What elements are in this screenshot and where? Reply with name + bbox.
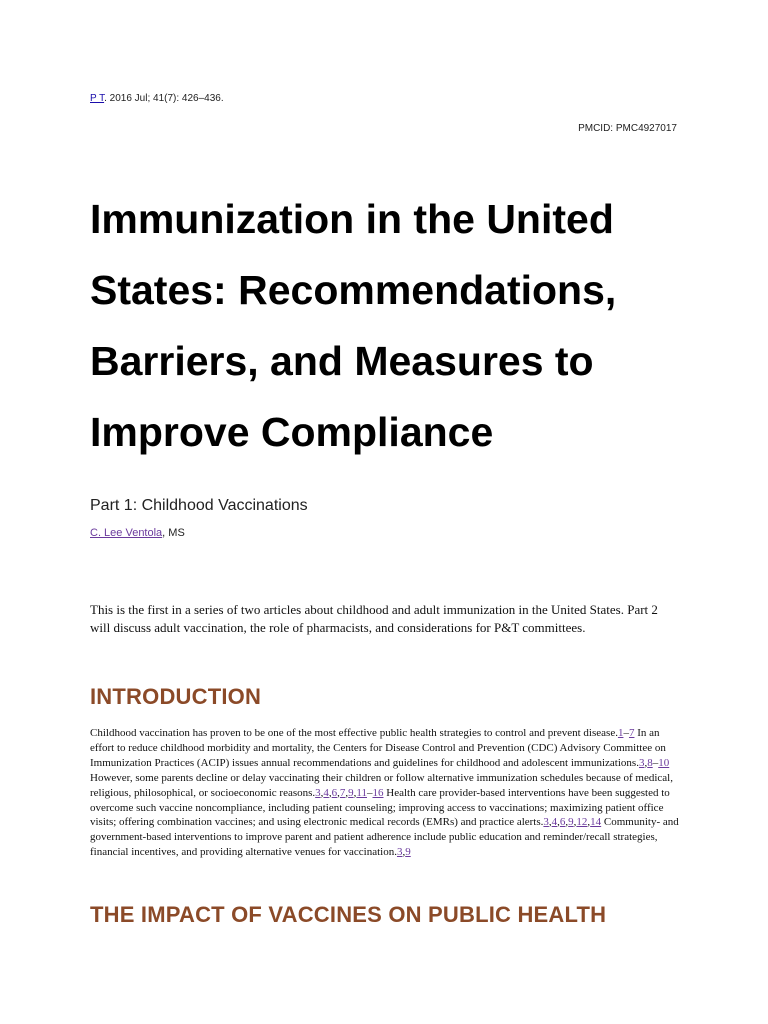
reference-link[interactable]: 4 <box>551 816 558 829</box>
paragraph-text: , <box>353 786 357 799</box>
section-heading-impact: THE IMPACT OF VACCINES ON PUBLIC HEALTH <box>90 902 607 927</box>
paragraph-text: , <box>557 816 560 829</box>
reference-link[interactable]: 11 <box>356 786 367 799</box>
introduction-paragraph <box>90 726 680 860</box>
paragraph-text: – <box>367 786 373 799</box>
paragraph-text: Community- and government-based interventions to improve parent and patient adherence include public education and reminder/recall strategies, financial incentives, and providing alternative venues for vaccination. <box>90 816 679 859</box>
paragraph-text: , <box>573 816 577 829</box>
section-heading-introduction: INTRODUCTION <box>90 684 262 709</box>
paragraph-text: , <box>565 816 569 829</box>
paragraph-text: – <box>652 756 659 769</box>
reference-link[interactable]: 6 <box>331 786 338 799</box>
author-link[interactable]: C. Lee Ventola <box>90 527 163 539</box>
paragraph-text: , <box>587 816 591 829</box>
author-line <box>90 527 185 539</box>
paragraph-text: Childhood vaccination has proven to be one of the most effective public health strategies to control and prevent disease. <box>90 727 618 739</box>
paragraph-text: , <box>345 786 349 799</box>
reference-link[interactable]: 3 <box>396 846 403 859</box>
reference-link[interactable]: 3 <box>543 816 549 829</box>
citation-details: . 2016 Jul; 41(7): 426–436. <box>104 93 224 104</box>
paragraph-text: , <box>548 816 552 829</box>
reference-link[interactable]: 6 <box>559 816 566 829</box>
author-credentials: , MS <box>162 527 185 539</box>
paragraph-text: However, some parents decline or delay vaccinating their children or follow alternative immunization schedules because of medical, religious, philosophical, or socioeconomic reasons. <box>90 771 673 799</box>
reference-link[interactable]: 16 <box>372 786 384 799</box>
paragraph-text: , <box>402 846 406 859</box>
series-note: This is the first in a series of two articles about childhood and adult immunization in the United States. Part 2 will discuss adult vaccination, the role of pharmacists, and considerations for P&T committees. <box>90 602 658 635</box>
reference-link[interactable]: 1 <box>617 727 624 739</box>
journal-link[interactable]: P T <box>90 93 105 104</box>
paragraph-text: , <box>337 786 340 799</box>
article-subtitle: Part 1: Childhood Vaccinations <box>90 497 308 514</box>
reference-link[interactable]: 3 <box>315 786 321 799</box>
article-title: Immunization in the United States: Recommendations, Barriers, and Measures to Improve Compliance <box>90 196 617 455</box>
reference-link[interactable]: 9 <box>405 846 411 859</box>
paragraph-text: In an effort to reduce childhood morbidity and mortality, the Centers for Disease Control and Prevention (CDC) Advisory Committee on Immunization Practices (ACIP) issues annual recommendations and guidelines for childhood and adolescent immunizations. <box>90 727 666 769</box>
reference-link[interactable]: 14 <box>590 816 602 829</box>
reference-link[interactable]: 7 <box>339 786 346 799</box>
reference-link[interactable]: 8 <box>647 756 653 769</box>
reference-link[interactable]: 9 <box>568 816 574 829</box>
reference-link[interactable]: 10 <box>658 756 670 769</box>
reference-link[interactable]: 4 <box>323 786 329 799</box>
paragraph-text: – <box>623 727 629 739</box>
reference-link[interactable]: 7 <box>628 727 635 739</box>
pmcid-label: PMCID: PMC4927017 <box>578 123 677 134</box>
paragraph-text: Health care provider-based interventions have been suggested to overcome such vaccine noncompliance, including patient counseling; improving access to vaccinations; maximizing patient office visits; offering combination vaccines; and using electronic medical records (EMRs) and practice alerts. <box>90 786 670 829</box>
paragraph-text: , <box>644 756 648 769</box>
citation-line <box>90 93 224 104</box>
reference-link[interactable]: 12 <box>576 816 588 829</box>
reference-link[interactable]: 3 <box>638 756 645 769</box>
paragraph-text: , <box>328 786 332 799</box>
paragraph-text: , <box>320 786 324 799</box>
reference-link[interactable]: 9 <box>348 786 354 799</box>
